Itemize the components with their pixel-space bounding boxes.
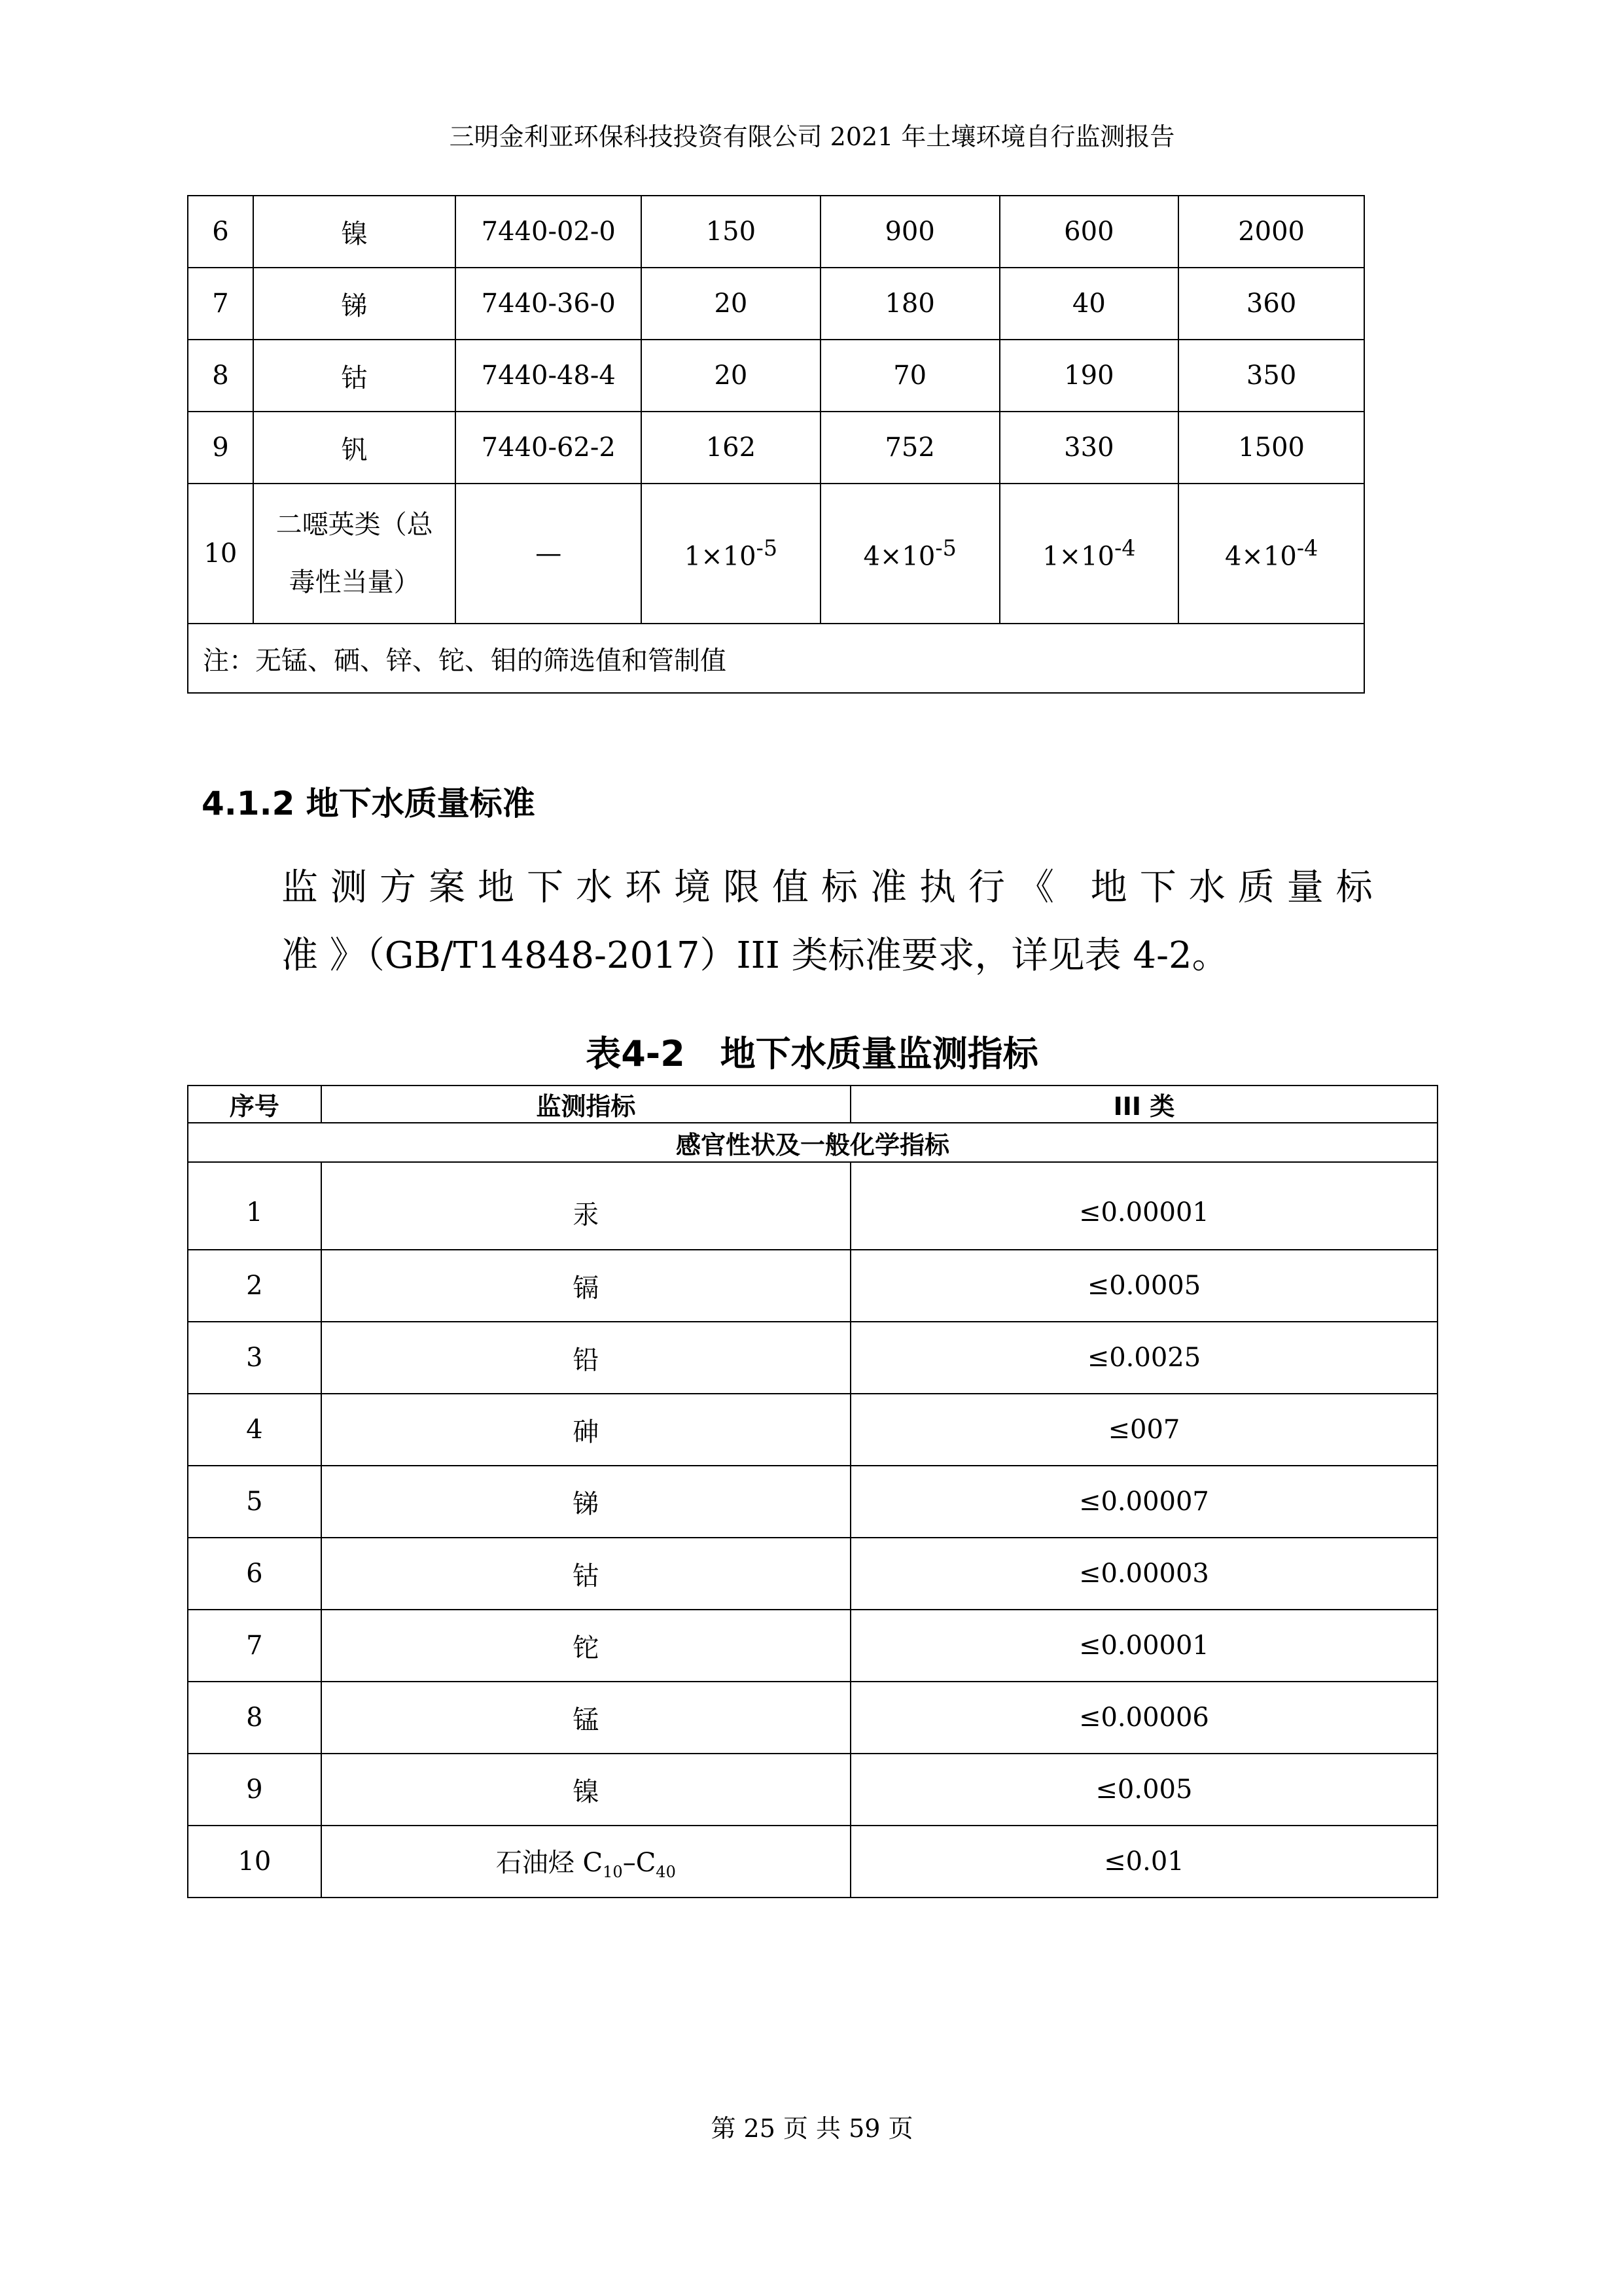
cell-value: ≤0.00001	[851, 1162, 1438, 1250]
table-caption: 表4-2 地下水质量监测指标	[586, 1033, 1038, 1074]
table-row	[188, 340, 1364, 412]
cell-value: ≤0.00007	[851, 1466, 1438, 1538]
section-row	[188, 1123, 1438, 1162]
cell-v4: 360	[1178, 268, 1364, 340]
cell-v1: 20	[641, 340, 821, 412]
cell-v4: 1500	[1178, 412, 1364, 484]
cell-no: 3	[188, 1322, 321, 1394]
cell-no: 8	[188, 340, 253, 412]
table-row	[188, 1394, 1438, 1466]
cell-v2: 752	[821, 412, 1000, 484]
cell-value: ≤0.01	[851, 1826, 1438, 1898]
table-row	[188, 1610, 1438, 1682]
cell-no: 10	[188, 1826, 321, 1898]
cell-name: 铅	[321, 1322, 851, 1394]
cell-name: 石油烃 $C_{10}-C_{40}$	[321, 1826, 851, 1898]
cell-value: ≤0.00001	[851, 1610, 1438, 1682]
section-heading: 4.1.2 地下水质量标准	[202, 785, 535, 822]
cell-v2: 900	[821, 196, 1000, 268]
cell-no: 7	[188, 1610, 321, 1682]
groundwater-indicators-table	[187, 1085, 1438, 1898]
page-header: 三明金利亚环保科技投资有限公司 2021 年土壤环境自行监测报告	[449, 122, 1175, 151]
cell-v4: $4\times 10^{-4}$	[1178, 484, 1364, 624]
table-row	[188, 1826, 1438, 1898]
table-row	[188, 1466, 1438, 1538]
header-row	[188, 1086, 1438, 1123]
cell-value: ≤0.0025	[851, 1322, 1438, 1394]
cell-no: 9	[188, 412, 253, 484]
cell-v2: 70	[821, 340, 1000, 412]
cell-name: 镉	[321, 1250, 851, 1322]
cell-value: ≤0.00003	[851, 1538, 1438, 1610]
table-row	[188, 1250, 1438, 1322]
soil-table-body	[188, 196, 1364, 484]
table-note: 注：无锰、硒、锌、铊、钼的筛选值和管制值	[188, 624, 1364, 693]
cell-no: 4	[188, 1394, 321, 1466]
cell-no: 2	[188, 1250, 321, 1322]
cell-v4: 2000	[1178, 196, 1364, 268]
cell-name: 钴	[253, 340, 456, 412]
table-row	[188, 196, 1364, 268]
note-row	[188, 624, 1364, 693]
header-indicator: 监测指标	[321, 1086, 851, 1123]
cell-v3: $1\times 10^{-4}$	[1000, 484, 1179, 624]
cell-cas: 7440-36-0	[455, 268, 641, 340]
cell-value: ≤0.005	[851, 1754, 1438, 1826]
cell-no: 5	[188, 1466, 321, 1538]
table-row	[188, 1322, 1438, 1394]
cell-no: 7	[188, 268, 253, 340]
cell-v3: 40	[1000, 268, 1179, 340]
section-title: 感官性状及一般化学指标	[188, 1123, 1438, 1162]
cell-name: 砷	[321, 1394, 851, 1466]
table-row	[188, 484, 1364, 624]
table-row	[188, 412, 1364, 484]
cell-no: 8	[188, 1682, 321, 1754]
cell-no: 6	[188, 1538, 321, 1610]
table-row	[188, 1682, 1438, 1754]
table-row	[188, 1162, 1438, 1250]
cell-cas: 7440-62-2	[455, 412, 641, 484]
cell-v1: 150	[641, 196, 821, 268]
cell-name: 锰	[321, 1682, 851, 1754]
cell-value: ≤0.0005	[851, 1250, 1438, 1322]
name-line2: 毒性当量）	[289, 567, 420, 597]
cell-v1: 20	[641, 268, 821, 340]
cell-value: ≤007	[851, 1394, 1438, 1466]
cell-no: 10	[188, 484, 253, 624]
paragraph-line2: 准 》（GB/T14848-2017）III 类标准要求，详见表 4-2。	[281, 934, 1229, 977]
cell-name: 镍	[253, 196, 456, 268]
cell-name: 钒	[253, 412, 456, 484]
table-row	[188, 268, 1364, 340]
cell-no: 1	[188, 1162, 321, 1250]
soil-standards-table	[187, 195, 1365, 694]
cell-name: 锑	[321, 1466, 851, 1538]
cell-v3: 330	[1000, 412, 1179, 484]
cell-v2: $4\times 10^{-5}$	[821, 484, 1000, 624]
cell-v2: 180	[821, 268, 1000, 340]
cell-v4: 350	[1178, 340, 1364, 412]
header-no: 序号	[188, 1086, 321, 1123]
cell-cas: —	[455, 484, 641, 624]
groundwater-table-body	[188, 1162, 1438, 1826]
cell-v3: 600	[1000, 196, 1179, 268]
cell-v3: 190	[1000, 340, 1179, 412]
cell-v1: $1\times 10^{-5}$	[641, 484, 821, 624]
header-class: III 类	[851, 1086, 1438, 1123]
cell-no: 9	[188, 1754, 321, 1826]
cell-name	[253, 484, 456, 624]
cell-value: ≤0.00006	[851, 1682, 1438, 1754]
page-footer: 第 25 页 共 59 页	[711, 2114, 913, 2143]
cell-v1: 162	[641, 412, 821, 484]
cell-name: 镍	[321, 1754, 851, 1826]
cell-name: 钴	[321, 1538, 851, 1610]
table-row	[188, 1754, 1438, 1826]
cell-name: 锑	[253, 268, 456, 340]
name-line1: 二噁英类（总	[275, 510, 433, 540]
cell-name: 汞	[321, 1162, 851, 1250]
cell-no: 6	[188, 196, 253, 268]
cell-cas: 7440-02-0	[455, 196, 641, 268]
paragraph-line1: 监测方案地下水环境限值标准执行《 地下水质量标	[281, 866, 1385, 909]
cell-cas: 7440-48-4	[455, 340, 641, 412]
table-row	[188, 1538, 1438, 1610]
cell-name: 铊	[321, 1610, 851, 1682]
